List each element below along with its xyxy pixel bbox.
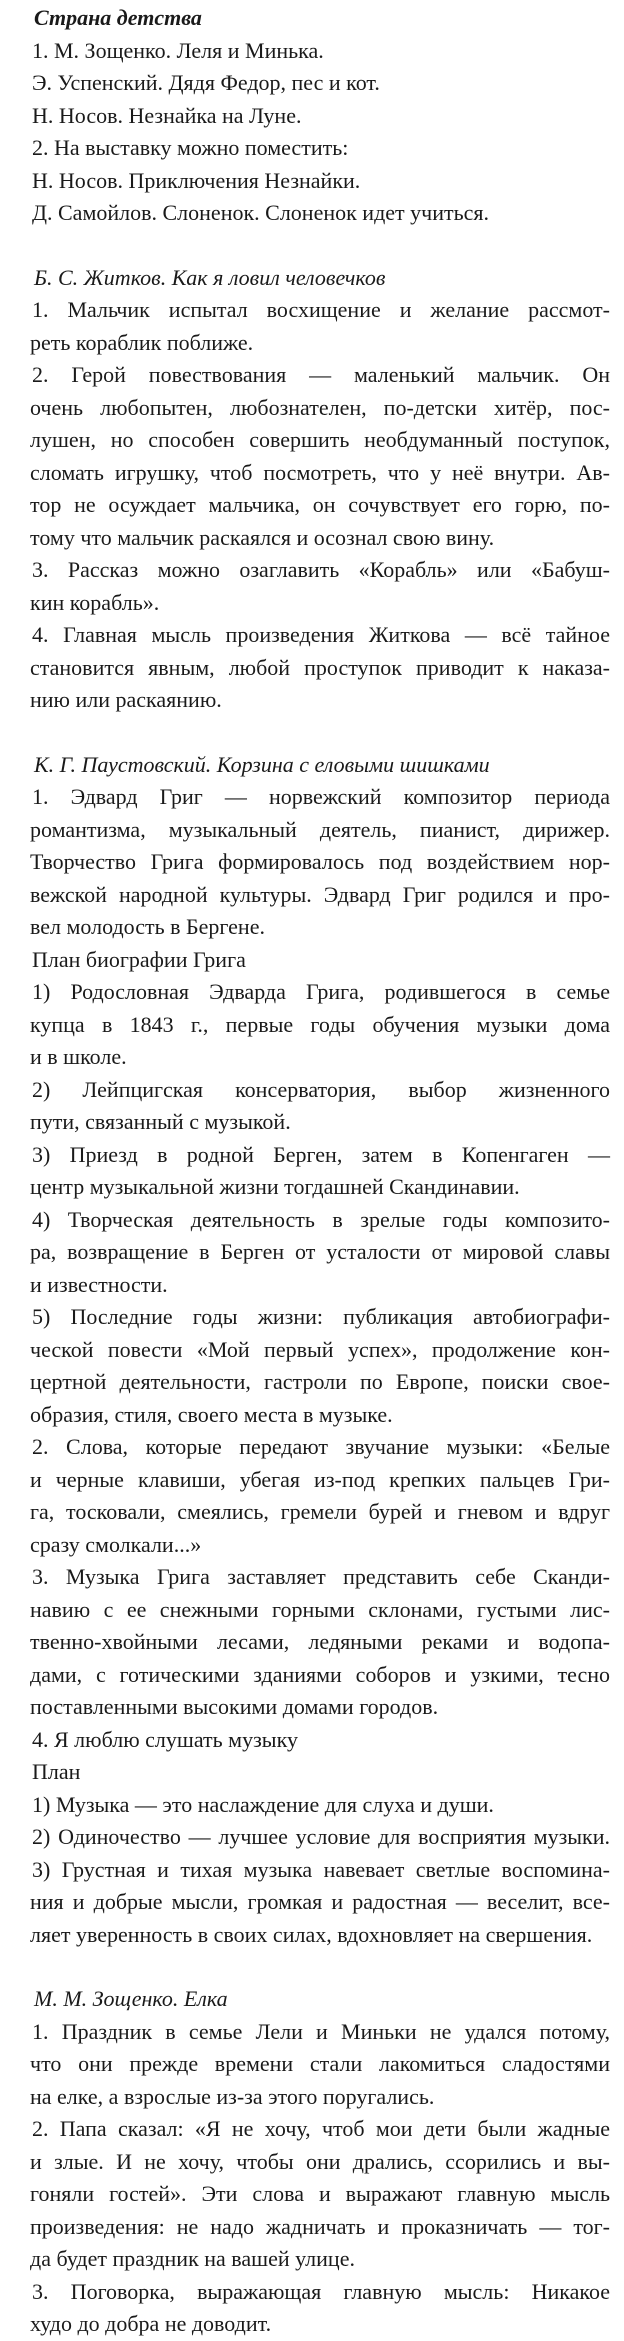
text-line: Э. Успенский. Дядя Федор, пес и кот. xyxy=(32,70,380,95)
text-line: тор не осуждает мальчика, он сочувствует его горю, по- xyxy=(30,492,610,517)
section-strana-detstva xyxy=(32,2,610,230)
text-line: 5) Последние годы жизни: публикация автобиографи- xyxy=(32,1304,610,1329)
text-line: вежской народной культуры. Эдвард Григ родился и про- xyxy=(30,881,610,907)
text-line: гоняли гостей». Эти слова и выражают главную мысль xyxy=(30,2181,610,2206)
text-line: 1. Мальчик испытал восхищение и желание рассмот- xyxy=(32,297,610,322)
text-line: 4. Я люблю слушать музыку xyxy=(32,1726,298,1752)
text-line: 1. Праздник в семье Лели и Миньки не удался потому, xyxy=(32,2018,610,2044)
text-line: ляет уверенность в своих силах, вдохновляет на свершения. xyxy=(30,1921,593,1947)
text-line: План биографии Грига xyxy=(32,946,246,972)
text-line: ра, возвращение в Берген от усталости от мировой славы xyxy=(30,1239,610,1264)
text-line: купца в 1843 г., первые годы обучения музыки дома xyxy=(30,1011,610,1037)
text-line: 2) Лейпцигская консерватория, выбор жизненного xyxy=(32,1076,610,1102)
text-line: 1) Музыка — это наслаждение для слуха и души. xyxy=(32,1791,494,1817)
text-line: цертной деятельности, гастроли по Европе, поиски свое- xyxy=(30,1369,610,1394)
text-line: ния и добрые мысли, громкая и радостная — веселит, все- xyxy=(30,1889,610,1914)
text-line: дами, с готическими зданиями соборов и узкими, тесно xyxy=(30,1661,610,1687)
section-title: К. Г. Паустовский. Корзина с еловыми шишками xyxy=(34,751,490,777)
text-line: Н. Носов. Незнайка на Луне. xyxy=(32,102,302,128)
text-line: тому что мальчик раскаялся и осознал свою вину. xyxy=(30,524,495,550)
text-line: 1. М. Зощенко. Леля и Минька. xyxy=(32,37,324,63)
text-line: твенно-хвойными лесами, ледяными реками и водопа- xyxy=(30,1629,610,1654)
text-line: вел молодость в Бергене. xyxy=(30,914,265,939)
text-line: 2) Одиночество — лучшее условие для восприятия музыки. xyxy=(32,1824,610,1849)
section-title: Страна детства xyxy=(34,5,202,30)
text-line: кин корабль». xyxy=(30,589,160,615)
text-line: 3) Приезд в родной Берген, затем в Копенгаген — xyxy=(32,1141,610,1167)
text-line: реть кораблик поближе. xyxy=(30,329,254,355)
text-line: и в школе. xyxy=(30,1044,127,1069)
section-title: Б. С. Житков. Как я ловил человечков xyxy=(34,264,386,290)
text-line: образия, стиля, своего места в музыке. xyxy=(30,1401,393,1427)
text-line: сразу смолкали...» xyxy=(30,1531,202,1557)
text-line: 4. Главная мысль произведения Житкова — всё тайное xyxy=(32,622,610,647)
text-line: на елке, а взрослые из-за этого поругались. xyxy=(30,2083,435,2109)
section-gap xyxy=(32,717,610,749)
section-zhitkov xyxy=(32,262,610,717)
text-line: и известности. xyxy=(30,1271,168,1297)
text-line: Д. Самойлов. Слоненок. Слоненок идет учиться. xyxy=(32,200,490,225)
text-line: становится явным, любой проступок приводит к наказа- xyxy=(30,654,610,680)
section-gap xyxy=(32,1951,610,1983)
text-line: 2. Папа сказал: «Я не хочу, чтоб мои дети были жадные xyxy=(32,2116,610,2141)
text-line: 2. Герой повествования — маленький мальчик. Он xyxy=(32,362,610,387)
text-line: 1. Эдвард Григ — норвежский композитор периода xyxy=(32,784,610,809)
text-line: очень любопытен, любознателен, по-детски хитёр, пос- xyxy=(30,394,610,420)
text-line: и злые. И не хочу, чтобы они дрались, ссорились и вы- xyxy=(30,2148,610,2174)
text-line: пути, связанный с музыкой. xyxy=(30,1109,291,1134)
text-line: сломать игрушку, чтоб посмотреть, что у неё внутри. Ав- xyxy=(30,459,610,485)
text-line: и черные клавиши, убегая из-под крепких пальцев Гри- xyxy=(30,1466,610,1492)
text-line: да будет праздник на вашей улице. xyxy=(30,2246,355,2271)
text-line: План xyxy=(32,1759,81,1784)
text-line: 3. Поговорка, выражающая главную мысль: Никакое xyxy=(32,2278,610,2304)
text-line: лушен, но способен совершить необдуманный поступок, xyxy=(30,427,610,452)
text-line: га, тосковали, смеялись, гремели бурей и гневом и вдруг xyxy=(30,1499,610,1524)
text-line: романтизма, музыкальный деятель, пианист, дирижер. xyxy=(30,816,610,842)
section-paustovsky xyxy=(32,749,610,1952)
text-line: нию или раскаянию. xyxy=(30,687,222,712)
text-line: произведения: не надо жадничать и проказничать — тог- xyxy=(30,2213,610,2239)
text-line: 1) Родословная Эдварда Грига, родившегося в семье xyxy=(32,979,610,1004)
text-line: худо до добра не доводит. xyxy=(30,2311,272,2336)
text-line: 2. Слова, которые передают звучание музыки: «Белые xyxy=(32,1434,610,1459)
text-line: ческой повести «Мой первый успех», продолжение кон- xyxy=(30,1336,610,1362)
text-line: поставленными высокими домами городов. xyxy=(30,1694,439,1719)
text-line: центр музыкальной жизни тогдашней Скандинавии. xyxy=(30,1174,520,1199)
section-title: М. М. Зощенко. Елка xyxy=(34,1986,228,2011)
text-line: 3. Рассказ можно озаглавить «Корабль» или «Бабуш- xyxy=(32,557,610,582)
text-line: Творчество Грига формировалось под воздействием нор- xyxy=(30,849,610,874)
section-gap xyxy=(32,230,610,262)
text-line: 2. На выставку можно поместить: xyxy=(32,135,349,160)
text-line: Н. Носов. Приключения Незнайки. xyxy=(32,167,361,193)
text-line: 4) Творческая деятельность в зрелые годы композито- xyxy=(32,1206,610,1232)
text-line: что они прежде времени стали лакомиться сладостями xyxy=(30,2051,610,2076)
text-line: 3) Грустная и тихая музыка навевает светлые воспомина- xyxy=(32,1856,610,1882)
section-zoshchenko-elka xyxy=(32,1983,610,2341)
text-line: навию с ее снежными горными склонами, густыми лис- xyxy=(30,1596,610,1622)
text-line: 3. Музыка Грига заставляет представить себе Сканди- xyxy=(32,1564,610,1589)
